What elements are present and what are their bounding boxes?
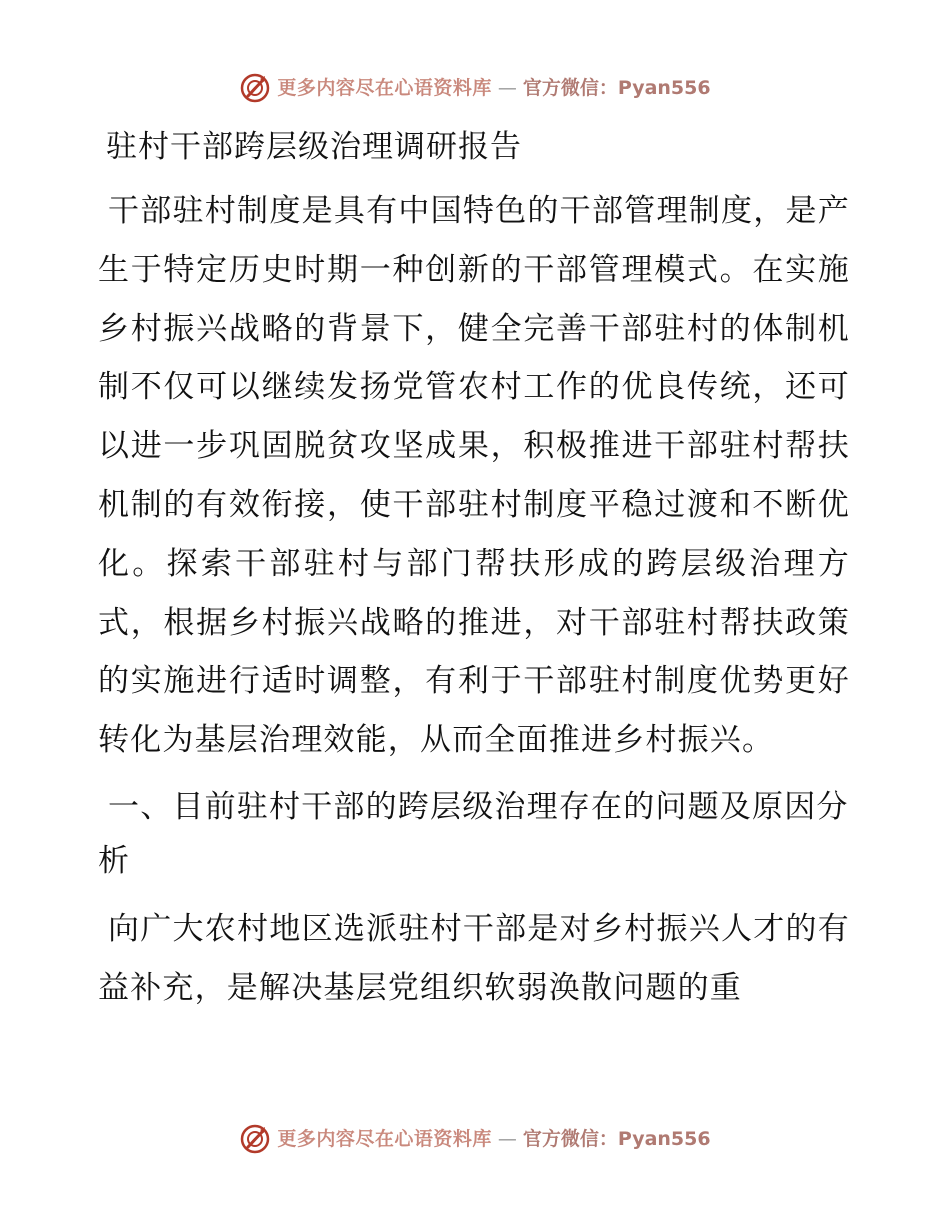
section-paragraph: 向广大农村地区选派驻村干部是对乡村振兴人才的有益补充，是解决基层党组织软弱涣散问题的重 [98,910,850,1006]
watermark-text: 更多内容尽在心语资料库 [277,1128,492,1150]
watermark-separator: — [497,77,517,99]
watermark-separator: — [497,1128,517,1150]
document-title: 驻村干部跨层级治理调研报告 [106,129,522,165]
watermark-wechat: 官方微信：Pyan556 [522,77,711,99]
footer-watermark [0,1123,950,1155]
section-heading: 一、目前驻村干部的跨层级治理存在的问题及原因分析 [98,788,849,879]
document-body [98,122,850,1028]
intro-paragraph: 干部驻村制度是具有中国特色的干部管理制度，是产生于特定历史时期一种创新的干部管理模式。在实施乡村振兴战略的背景下，健全完善干部驻村的体制机制不仅可以继续发扬党管农村工作的优良传统，还可以进一步巩固脱贫攻坚成果，积极推进干部驻村帮扶机制的有效衔接，使干部驻村制度平稳过渡和不断优化。探索干部驻村与部门帮扶形成的跨层级治理方式，根据乡村振兴战略的推进，对干部驻村帮扶政策的实施进行适时调整，有利于干部驻村制度优势更好转化为基层治理效能，从而全面推进乡村振兴。 [98,193,850,759]
watermark-text: 更多内容尽在心语资料库 [277,77,492,99]
watermark-wechat: 官方微信：Pyan556 [522,1128,711,1150]
seal-logo-icon [239,1123,271,1155]
seal-logo-icon [239,72,271,104]
header-watermark [0,72,950,104]
